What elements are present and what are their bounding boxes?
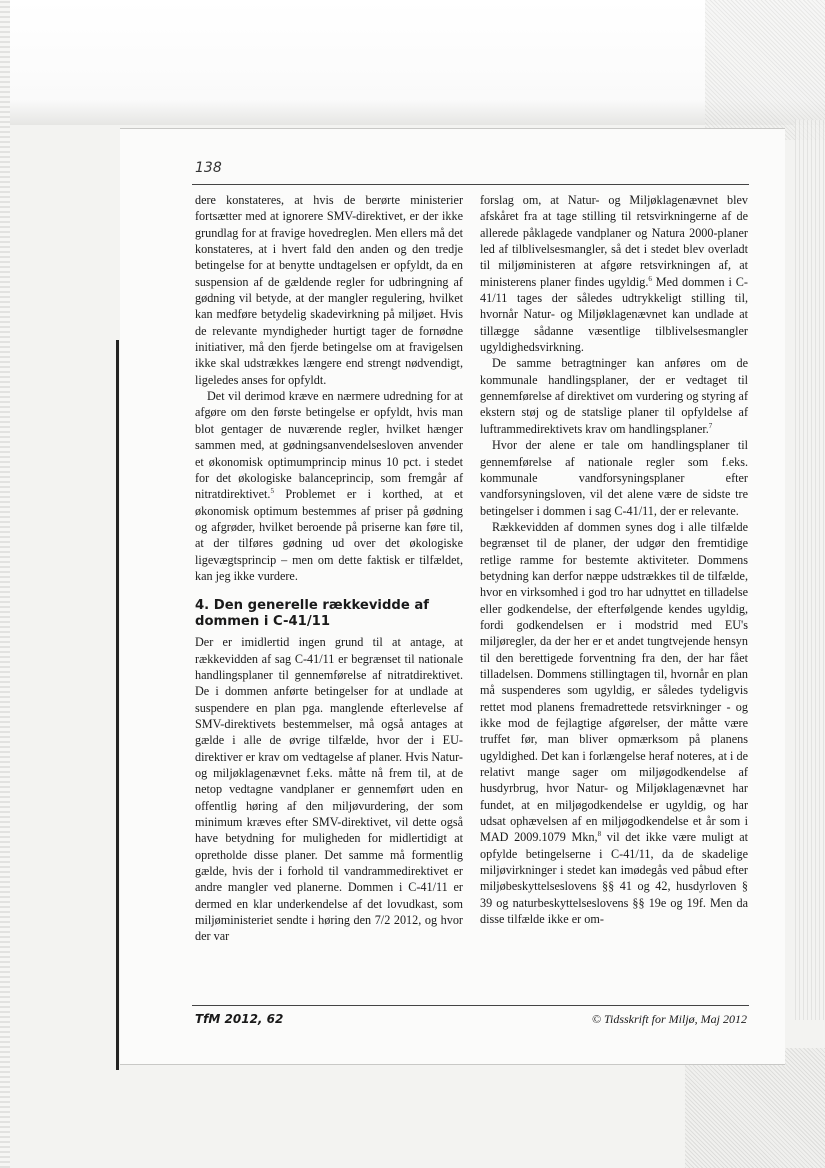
- footnote-ref-7: 7: [708, 421, 713, 430]
- page-number: 138: [195, 160, 222, 176]
- scan-binding-shadow: [116, 340, 119, 1070]
- footer-rule: [192, 1005, 749, 1006]
- journal-citation: TfM 2012, 62: [195, 1012, 284, 1026]
- paragraph-text: vil det ikke være muligt at opfylde betingelserne i C-41/11, da de skadelige miljøvirkninger i stedet kan imødegås ved påbud efter miljøbeskyttelseslovens §§ 41 og 42, husdyrloven § 39 og naturbeskyttelseslovens §§ 19e og 19f. Men da disse tilfælde ikke er om-: [480, 830, 748, 927]
- footnote-ref-8: 8: [597, 830, 602, 839]
- section-heading: 4. Den generelle rækkevidde af dommen i C-41/11: [195, 598, 430, 630]
- left-column: [195, 192, 463, 945]
- paragraph-text: Med dommen i C-41/11 tages der således udtrykkeligt stilling til, hvornår Natur- og Miljøklagenævnet kan undlade at tillægge sådanne væsentlige tilblivelsesmangler ugyldighedsvirkning.: [480, 274, 748, 355]
- footnote-ref-6: 6: [648, 274, 652, 283]
- paragraph-text: Problemet er i korthed, at et økonomisk optimum bestemmes af priser på gødning og afgrøder, hvilket beroende på priserne kan føre til, at der tilføres gødning ud over det økologiske ligevægtsprincip – men om dette faktisk er tilfældet, kan jeg ikke vurdere.: [195, 487, 463, 583]
- right-column: [480, 192, 748, 927]
- paragraph-text: Rækkevidden af dommen synes dog i alle tilfælde begrænset til de planer, der udgør den fremtidige retlige ramme for bestemte aktiviteter. Dommens betydning kan derfor næppe udstrækkes til de tilfælde, hvor en virksomhed i god tro har udnyttet en tilladelse eller godkendelse, der efterfølgende kendes ugyldig, fordi godkendelsen er i modstrid med EU's miljøregler, da der her er et andet tungtvejende hensyn til den berettigede forventning fra den, der har fået tilladelsen. Dommens stillingtagen til, hvornår en plan må suspenderes som ugyldig, er således tydeligvis rettet mod planens fremadrettede retsvirkninger - og ikke mod de fejlagtige afgørelser, der måtte være truffet før, man bliver opmærksom på planens ugyldighed. Det kan i forlængelse heraf noteres, at i de relativt mange sager om miljøgodkendelse af husdyrbrug, hvor Natur- og Miljøklagenævnet har fundet, at en miljøgodkendelse er ugyldig, og har udsat ophævelsen af en miljøgodkendelse et år som i MAD 2009.1079 Mkn,: [480, 519, 748, 845]
- paragraph: [195, 388, 463, 584]
- copyright-notice: © Tidsskrift for Miljø, Maj 2012: [591, 1012, 747, 1026]
- paragraph-text: De samme betragtninger kan anføres om de kommunale handlingsplaner, der er vedtaget til gennemførelse af direktivet om vurdering og styring af ekstern støj og de statslige planer til opfyldelse af luftrammedirektivets krav om handlingsplaner.: [480, 356, 748, 436]
- scan-noise-top-right: [705, 0, 825, 140]
- paragraph: dere konstateres, at hvis de berørte ministerier fortsætter med at ignorere SMV-direktivet, er der ikke grundlag for at fravige hovedreglen. Men ellers må det konstateres, at i hvert fald den anden og den tredje betingelse for at benytte undtagelsen er opfyldt, da en suspension af de gældende regler for udbringning af gødning vil betyde, at der mangler regulering, hvilket kan medføre betydelig skadevirkning på miljøet. Hvis de relevante myndigheder hurtigt tager de fornødne initiativer, må den fjerde betingelse om at fravigelsen ikke skal udstrækkes længere end strengt nødvendigt, ligeledes anses for opfyldt.: [195, 193, 463, 387]
- paragraph: [480, 519, 748, 928]
- scan-right-edge: [795, 120, 825, 1020]
- scan-left-edge: [0, 0, 10, 1168]
- header-rule: [192, 184, 749, 185]
- scan-top-margin: [0, 0, 825, 125]
- paragraph: Der er imidlertid ingen grund til at antage, at rækkevidden af sag C-41/11 er begrænset til nationale handlingsplaner til gennemførelse af nitratdirektivet. De i dommen anførte betingelser for at undlade at suspendere en plan pga. manglende efterlevelse af SMV-direktivets bestemmelser, må også antages at gælde i alle de øvrige tilfælde, hvor der i EU-direktiver er krav om vedtagelse af planer. Hvis Natur- og miljøklagenævnet f.eks. måtte nå frem til, at de netop vedtagne vandplaner er gennemført uden en offentlig høring af den miljøvurdering, der som minimum kræves efter SMV-direktivet, vil dette også have betydning for muligheden for midlertidigt at opretholde disse planer. Det samme må formentlig gælde, hvis der i forhold til vandrammedirektivet er andre mangler ved planerne. Dommen i C-41/11 er dermed en klar underkendelse af det lovudkast, som miljøministeriet sendte i høring den 7/2 2012, og hvor der var: [195, 635, 463, 944]
- paragraph-text: Det vil derimod kræve en nærmere udredning for at afgøre om den første betingelse er opfyldt, hvis man blot gentager de nuværende regler, hvilket hænger sammen med, at gødningsanvendelsesloven anvender et økonomisk optimumprincip minus 10 pct. i stedet for det økologiske balanceprincip, som fremgår af nitratdirektivet.: [195, 389, 463, 502]
- paragraph-text: forslag om, at Natur- og Miljøklagenævnet blev afskåret fra at tage stilling til retsvirkningerne af de allerede påklagede vandplaner og Natura 2000-planer led af tilblivelsesmangler, så det i stedet blev overladt til miljøministeren at afgøre retsvirkningen af, at ministerens planer findes ugyldig.: [480, 193, 748, 289]
- footnote-ref-5: 5: [270, 487, 274, 496]
- paragraph: [480, 192, 748, 355]
- paragraph: [480, 355, 748, 437]
- scan-noise-bottom-right: [685, 1048, 825, 1168]
- paragraph: Hvor der alene er tale om handlingsplaner til gennemførelse af nationale regler som f.eks. kommunale vandforsyningsplaner efter vandforsyningsloven, vil det alene være de sidste tre betingelser i dommen i sag C-41/11, der er relevante.: [480, 438, 748, 518]
